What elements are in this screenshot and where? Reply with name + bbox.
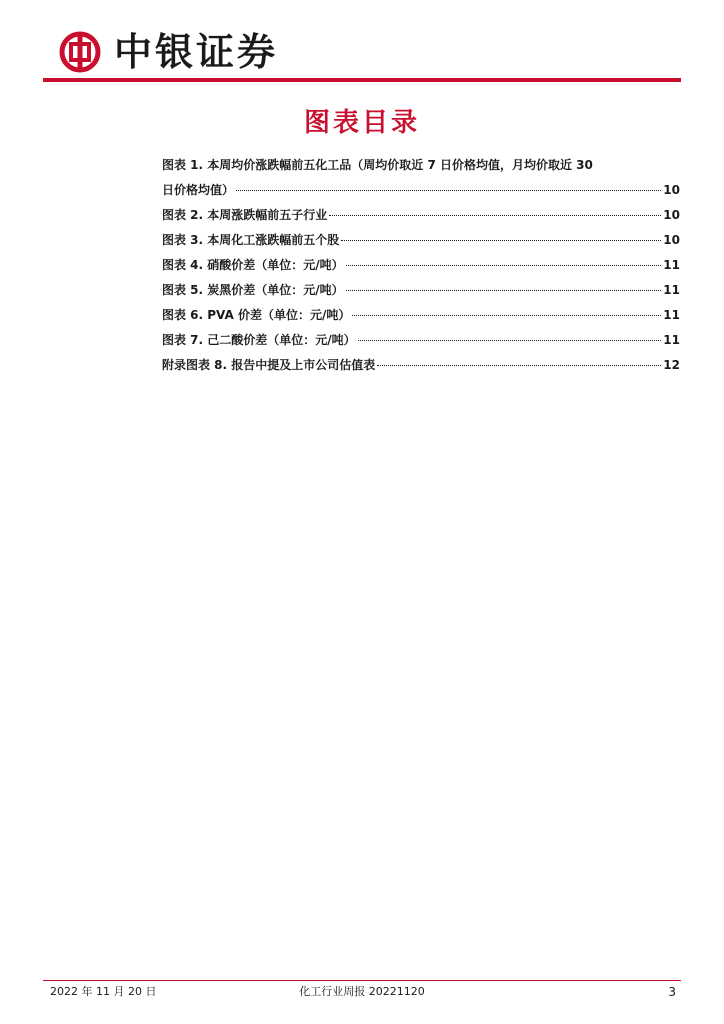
toc-entry-text: 图表 5. 炭黑价差（单位：元/吨）: [162, 283, 344, 297]
toc-page-number: 10: [663, 208, 680, 222]
brand-name: 中银证券: [114, 30, 279, 74]
toc-page-number: 10: [663, 233, 680, 247]
toc-entry-text: 图表 3. 本周化工涨跌幅前五个股: [162, 233, 340, 247]
toc-list: [162, 152, 680, 378]
toc-page-number: 11: [663, 308, 680, 322]
footer-page-number: 3: [668, 985, 676, 999]
dot-leader: [377, 365, 661, 366]
toc-entry-text: 图表 6. PVA 价差（单位：元/吨）: [162, 308, 351, 322]
toc-entry-text: 附录图表 8. 报告中提及上市公司估值表: [162, 358, 376, 372]
footer-divider: [43, 980, 681, 981]
toc-entry[interactable]: [162, 353, 680, 378]
toc-entry-text: 图表 4. 硝酸价差（单位：元/吨）: [162, 258, 344, 272]
toc-entry-text: 日价格均值）: [162, 183, 235, 197]
dot-leader: [329, 215, 661, 216]
dot-leader: [341, 240, 661, 241]
footer-date: 2022 年 11 月 20 日: [50, 985, 157, 998]
bank-of-china-logo-icon: [58, 30, 102, 74]
toc-entry[interactable]: [162, 228, 680, 253]
dot-leader: [236, 190, 661, 191]
toc-page-number: 11: [663, 283, 680, 297]
toc-title: 图表目录: [303, 108, 420, 138]
toc-entry-text: 图表 2. 本周涨跌幅前五子行业: [162, 208, 328, 222]
toc-entry[interactable]: [162, 203, 680, 228]
dot-leader: [352, 315, 661, 316]
toc-entry[interactable]: [162, 253, 680, 278]
toc-page-number: 11: [663, 258, 680, 272]
toc-page-number: 11: [663, 333, 680, 347]
toc-entry[interactable]: [162, 152, 680, 203]
header-divider: [43, 78, 681, 82]
toc-entry-text: 图表 7. 己二酸价差（单位：元/吨）: [162, 333, 356, 347]
toc-entry-text: 图表 1. 本周均价涨跌幅前五化工品（周均价取近 7 日价格均值，月均价取近 30: [162, 158, 593, 172]
dot-leader: [346, 290, 662, 291]
footer-report-title: 化工行业周报 20221120: [299, 985, 425, 998]
dot-leader: [346, 265, 662, 266]
toc-page-number: 12: [663, 358, 680, 372]
page-header: [0, 0, 724, 90]
toc-page-number: 10: [663, 183, 680, 197]
toc-entry[interactable]: [162, 328, 680, 353]
dot-leader: [358, 340, 662, 341]
toc-entry[interactable]: [162, 303, 680, 328]
toc-entry[interactable]: [162, 278, 680, 303]
